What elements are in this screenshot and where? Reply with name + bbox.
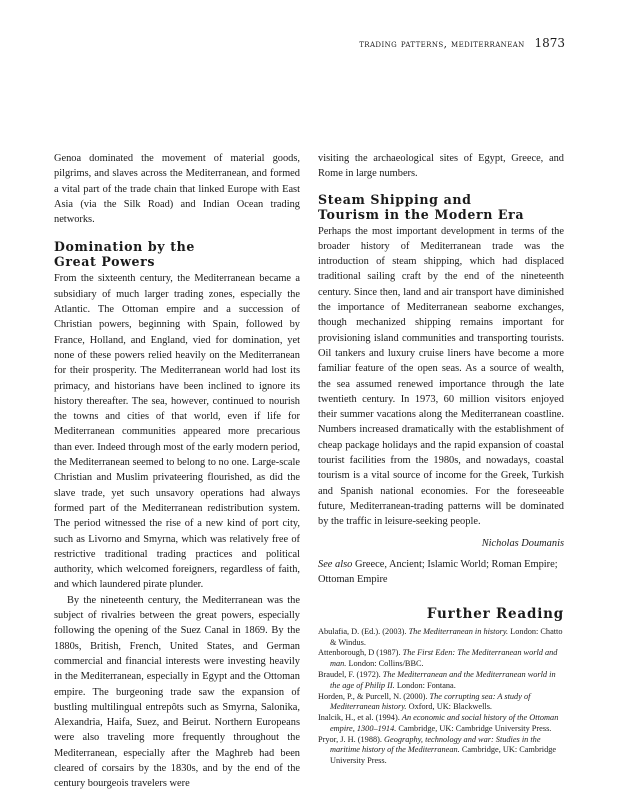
ref-authors: Pryor, J. H. (1988). xyxy=(318,734,385,744)
ref-publisher: London: Fontana. xyxy=(394,680,456,690)
reference-item xyxy=(318,648,564,670)
ref-publisher: Cambridge, UK: Cambridge University Press. xyxy=(330,745,557,766)
section-heading-line: Great Powers xyxy=(54,254,156,270)
ref-authors: Horden, P., & Purcell, N. (2000). xyxy=(318,691,430,701)
ref-title: An economic and social history of the Ottoman empire, 1300–1914. xyxy=(330,713,559,733)
ref-title: The Mediterranean and the Mediterranean world in the age of Philip II. xyxy=(330,669,556,690)
reference-item xyxy=(318,627,564,649)
running-title: trading patterns, mediterranean xyxy=(359,38,525,50)
ref-title: Geography, technology and war: Studies in the maritime history of the Mediterranean. xyxy=(330,734,541,755)
reference-item xyxy=(318,713,564,735)
continuation-paragraph: visiting the archaeological sites of Egypt, Greece, and Rome in large numbers. xyxy=(318,153,564,180)
ref-authors: Inalcik, H., et al. (1994). xyxy=(318,713,402,723)
right-column xyxy=(318,151,564,767)
intro-paragraph: Genoa dominated the movement of material goods, pilgrims, and slaves across the Mediterranean, and formed a vital part of the trade chain that linked Europe with East Asia (via the Silk Road) and Indian Ocean trading networks. xyxy=(54,153,300,226)
section-heading-line: Tourism in the Modern Era xyxy=(318,206,525,222)
section-heading-line: Steam Shipping and xyxy=(318,191,472,207)
ref-title: The Mediterranean in history. xyxy=(408,626,509,636)
reference-item xyxy=(318,670,564,692)
ref-title: The First Eden: The Mediterranean world and man. xyxy=(330,648,558,669)
ref-publisher: Cambridge, UK: Cambridge University Press. xyxy=(396,723,552,733)
ref-authors: Braudel, F. (1972). xyxy=(318,669,383,679)
section-heading-domination xyxy=(54,239,300,269)
see-also-lead: See also xyxy=(318,558,353,570)
left-column xyxy=(54,151,300,792)
reference-item xyxy=(318,692,564,714)
see-also-text: Greece, Ancient; Islamic World; Roman Empire; Ottoman Empire xyxy=(318,558,558,586)
ref-authors: Abulafia, D. (Ed.). (2003). xyxy=(318,626,409,636)
ref-publisher: Oxford, UK: Blackwells. xyxy=(406,702,493,712)
reference-item xyxy=(318,735,564,767)
reference-list xyxy=(318,627,564,767)
section-heading-line: Domination by the xyxy=(54,239,195,255)
ref-authors: Attenborough, D (1987). xyxy=(318,648,403,658)
body-paragraph: From the sixteenth century, the Mediterranean became a subsidiary of much larger trading zones, especially the Atlantic. The Ottoman empire and a succession of Christian powers, beginning with Spain, followed by France, Holland, and England, vied for domination, yet none of these powers relied heavily on the Mediterranean for their prosperity. The Mediterranean world had lost its primacy, and historians have been inclined to ignore its history thereafter. The sea, however, continued to nourish the towns and cities of that world, even if life for Mediterranean communities appeared more precarious than ever. Indeed through most of the early modern period, the Mediterranean seemed to belong to no one. Large-scale Christian and Muslim privateering flourished, as did the slave trade, yet such unsavory operations had always formed part of the Mediterranean redistribution system. The period witnessed the rise of a new kind of port city, such as Livorno and Smyrna, which was relatively free of restrictive traditional trading practices and political authority, which welcomed foreigners, regardless of faith, and which laundered pirate plunder. xyxy=(54,273,300,591)
author-attribution: Nicholas Doumanis xyxy=(481,537,564,549)
body-paragraph: By the nineteenth century, the Mediterranean was the subject of rivalries between the great powers, especially following the opening of the Suez Canal in 1869. By the 1880s, British, French, United States, and German commercial and financial interests were investing heavily in the Mediterranean, especially in Egypt and the Ottoman empire. The burgeoning trade saw the expansion of bustling multilingual entrepôts such as Smyrna, Salonika, Alexandria, Haifa, Suez, and Beirut. Northern Europeans were also traveling more frequently throughout the Mediterranean, especially after the Maghreb had been cleared of corsairs by the 1830s, and by the end of the century bourgeois travelers were xyxy=(54,594,300,790)
page-number: 1873 xyxy=(534,36,565,50)
ref-title: The corrupting sea: A study of Mediterranean history. xyxy=(330,691,531,712)
section-heading-steam-shipping xyxy=(318,192,564,222)
running-header xyxy=(359,36,565,50)
ref-publisher: London: Collins/BBC. xyxy=(346,659,424,669)
body-paragraph: Perhaps the most important development in terms of the broader history of Mediterranean trade was the introduction of steam shipping, which had displaced traditional sailing craft by the end of the nineteenth century. Since then, land and air transport have diminished the importance of Mediterranean seaborne exchanges, though mechanized shipping remains important for provisioning island communities and transporting tourists. Oil tankers and luxury cruise liners have become a more familiar feature of the open seas. As a source of wealth, the sea assumed renewed importance through the late twentieth century. In 1973, 60 million visitors enjoyed their summer vacations along the Mediterranean coastline. Numbers increased dramatically with the establishment of cheap package holidays and the rapid expansion of coastal tourist facilities from the 1980s, and nowadays, coastal tourism is a vital source of income for the Greek, Turkish and Spanish national economies. For the foreseeable future, Mediterranean-trading patterns will be dominated by the traffic in leisure-seeking people. xyxy=(318,225,564,528)
further-reading-heading: Further Reading xyxy=(426,606,564,623)
ref-publisher: London: Chatto & Windus. xyxy=(330,626,563,647)
see-also xyxy=(318,557,564,588)
